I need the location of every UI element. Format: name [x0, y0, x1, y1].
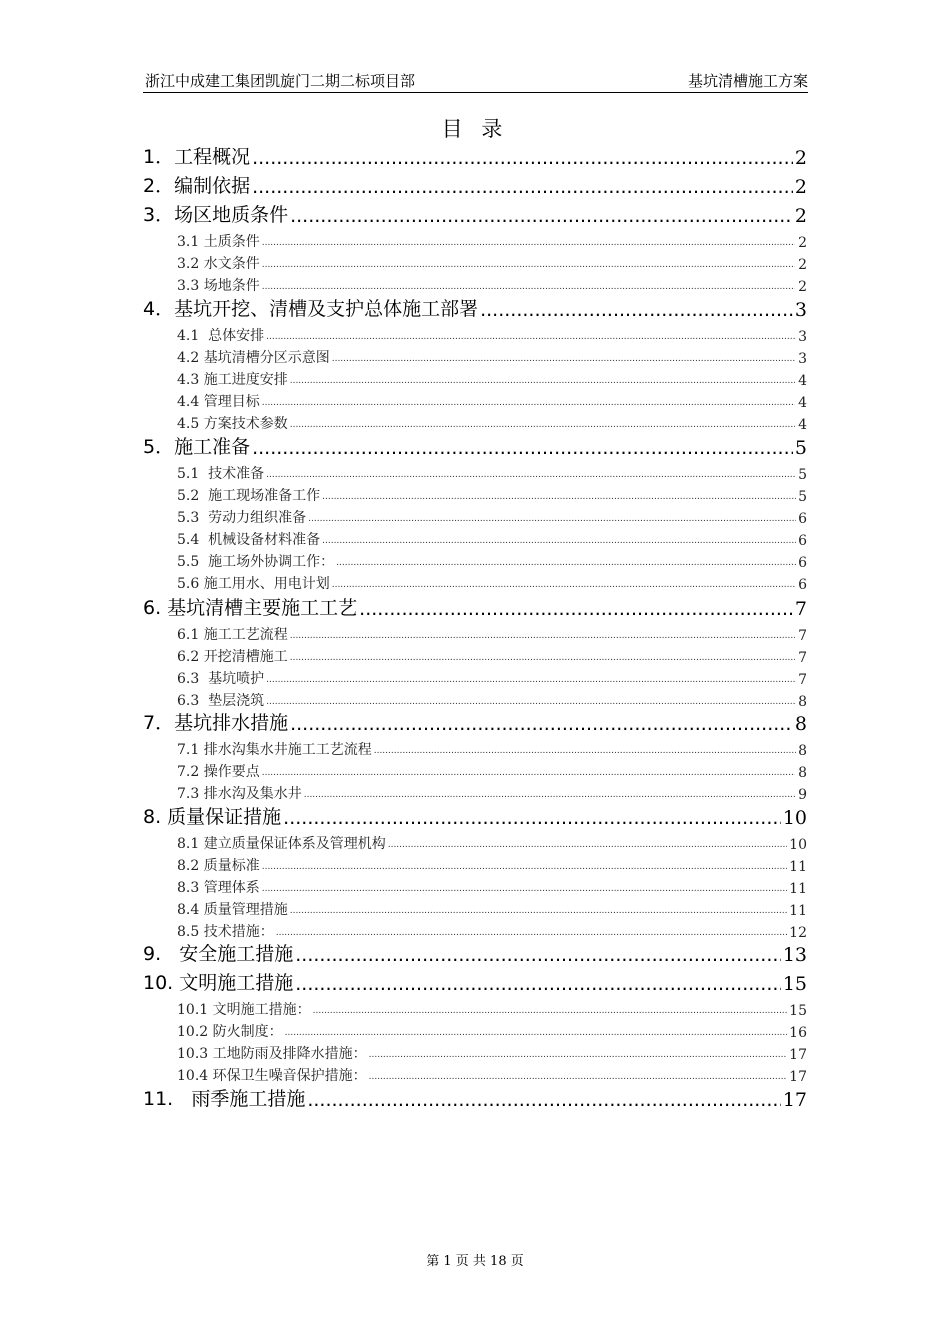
toc-chapter-entry[interactable]	[143, 433, 807, 459]
toc-entry-label: 10.3 工地防雨及排降水措施：	[177, 1046, 367, 1062]
toc-entry-label: 1．工程概况	[143, 146, 251, 168]
toc-dot-leader	[290, 420, 796, 430]
toc-section-entry[interactable]	[177, 1043, 807, 1063]
page-footer: 第 1 页 共 18 页	[426, 1254, 524, 1269]
toc-section-entry[interactable]	[177, 1065, 807, 1085]
toc-dot-leader	[374, 746, 796, 756]
toc-page-number: 17	[789, 1047, 807, 1063]
toc-entry-label: 8.5 技术措施：	[177, 924, 274, 940]
toc-chapter-entry[interactable]	[143, 295, 807, 321]
toc-dot-leader	[322, 492, 796, 502]
toc-page-number: 11	[789, 881, 807, 897]
toc-page-number: 2	[798, 257, 807, 273]
toc-entry-label: 3.2 水文条件	[177, 256, 260, 272]
toc-dot-leader	[266, 697, 795, 707]
toc-section-entry[interactable]	[177, 855, 807, 875]
toc-page-number: 17	[789, 1069, 807, 1085]
toc-entry-label: 4.2 基坑清槽分区示意图	[177, 350, 330, 366]
toc-page-number: 13	[782, 944, 807, 966]
toc-chapter-entry[interactable]	[143, 172, 807, 198]
toc-chapter-entry[interactable]	[143, 969, 807, 995]
toc-entry-label: 8.4 质量管理措施	[177, 902, 288, 918]
toc-page-number: 12	[789, 925, 807, 941]
toc-entry-label: 3.1 土质条件	[177, 234, 260, 250]
toc-dot-leader	[322, 536, 796, 546]
toc-dot-leader	[283, 807, 781, 829]
toc-section-entry[interactable]	[177, 507, 807, 527]
toc-page-number: 6	[798, 555, 807, 571]
header-document-title: 基坑清槽施工方案	[687, 72, 808, 90]
toc-entry-label: 5．施工准备	[143, 436, 251, 458]
toc-page-number: 7	[798, 650, 807, 666]
toc-dot-leader	[304, 790, 796, 800]
toc-dot-leader	[308, 514, 796, 524]
toc-page-number: 5	[798, 489, 807, 505]
toc-entry-label: 10. 文明施工措施	[143, 972, 294, 994]
toc-dot-leader	[262, 398, 795, 408]
toc-entry-label: 4.3 施工进度安排	[177, 372, 288, 388]
toc-dot-leader	[369, 1072, 788, 1082]
toc-dot-leader	[307, 1089, 780, 1111]
toc-page-number: 4	[798, 373, 807, 389]
toc-page-number: 2	[794, 205, 807, 227]
toc-section-entry[interactable]	[177, 921, 807, 941]
toc-dot-leader	[262, 238, 795, 248]
toc-dot-leader	[266, 675, 795, 685]
header-project-name: 浙江中成建工集团凯旋门二期二标项目部	[145, 72, 416, 90]
toc-section-entry[interactable]	[177, 739, 807, 759]
toc-dot-leader	[266, 332, 795, 342]
toc-dot-leader	[359, 598, 793, 620]
toc-page-number: 15	[789, 1003, 807, 1019]
toc-page-number: 2	[794, 176, 807, 198]
toc-page-number: 15	[782, 973, 807, 995]
toc-section-entry[interactable]	[177, 231, 807, 251]
toc-chapter-entry[interactable]	[143, 803, 807, 829]
toc-chapter-entry[interactable]	[143, 709, 807, 735]
toc-section-entry[interactable]	[177, 253, 807, 273]
toc-entry-label: 6. 基坑清槽主要施工工艺	[143, 597, 358, 619]
toc-dot-leader	[332, 354, 796, 364]
toc-entry-label: 10.1 文明施工措施：	[177, 1002, 311, 1018]
toc-section-entry[interactable]	[177, 690, 807, 710]
toc-dot-leader	[262, 768, 795, 778]
toc-entry-label: 5.1 技术准备	[177, 466, 265, 482]
toc-section-entry[interactable]	[177, 833, 807, 853]
toc-entry-label: 5.5 施工场外协调工作：	[177, 554, 335, 570]
toc-dot-leader	[388, 840, 787, 850]
toc-section-entry[interactable]	[177, 646, 807, 666]
toc-section-entry[interactable]	[177, 485, 807, 505]
toc-entry-label: 7．基坑排水措施	[143, 712, 289, 734]
toc-chapter-entry[interactable]	[143, 201, 807, 227]
toc-entry-label: 6.3 垫层浇筑	[177, 693, 265, 709]
toc-title: 目 录	[441, 117, 509, 141]
toc-page-number: 7	[798, 628, 807, 644]
toc-dot-leader	[290, 906, 787, 916]
toc-section-entry[interactable]	[177, 1021, 807, 1041]
toc-entry-label: 6.2 开挖清槽施工	[177, 649, 288, 665]
toc-entry-label: 3．场区地质条件	[143, 204, 289, 226]
toc-page-number: 2	[798, 235, 807, 251]
toc-section-entry[interactable]	[177, 391, 807, 411]
toc-dot-leader	[276, 928, 787, 938]
toc-entry-label: 7.3 排水沟及集水井	[177, 786, 302, 802]
toc-page-number: 9	[798, 787, 807, 803]
toc-entry-label: 8. 质量保证措施	[143, 806, 282, 828]
toc-section-entry[interactable]	[177, 761, 807, 781]
toc-section-entry[interactable]	[177, 275, 807, 295]
toc-entry-label: 4．基坑开挖、清槽及支护总体施工部署	[143, 298, 479, 320]
toc-section-entry[interactable]	[177, 529, 807, 549]
toc-section-entry[interactable]	[177, 463, 807, 483]
toc-page-number: 8	[798, 765, 807, 781]
toc-section-entry[interactable]	[177, 668, 807, 688]
toc-dot-leader	[313, 1006, 788, 1016]
toc-entry-label: 2．编制依据	[143, 175, 251, 197]
toc-dot-leader	[369, 1050, 788, 1060]
toc-entry-label: 3.3 场地条件	[177, 278, 260, 294]
toc-section-entry[interactable]	[177, 999, 807, 1019]
toc-page-number: 11	[789, 859, 807, 875]
toc-entry-label: 7.1 排水沟集水井施工工艺流程	[177, 742, 372, 758]
toc-chapter-entry[interactable]	[143, 940, 807, 966]
toc-entry-label: 6.1 施工工艺流程	[177, 627, 288, 643]
toc-entry-label: 7.2 操作要点	[177, 764, 260, 780]
toc-page-number: 6	[798, 533, 807, 549]
toc-page-number: 3	[798, 351, 807, 367]
toc-entry-label: 4.1 总体安排	[177, 328, 265, 344]
toc-dot-leader	[290, 631, 796, 641]
toc-dot-leader	[332, 580, 796, 590]
toc-dot-leader	[262, 282, 795, 292]
toc-page-number: 8	[798, 743, 807, 759]
toc-dot-leader	[262, 862, 787, 872]
toc-section-entry[interactable]	[177, 325, 807, 345]
toc-section-entry[interactable]	[177, 877, 807, 897]
toc-dot-leader	[295, 973, 781, 995]
toc-page-number: 3	[794, 299, 807, 321]
toc-section-entry[interactable]	[177, 783, 807, 803]
toc-entry-label: 8.2 质量标准	[177, 858, 260, 874]
toc-entry-label: 5.4 机械设备材料准备	[177, 532, 321, 548]
toc-page-number: 4	[798, 395, 807, 411]
toc-dot-leader	[252, 437, 793, 459]
toc-page-number: 4	[798, 417, 807, 433]
toc-entry-label: 4.4 管理目标	[177, 394, 260, 410]
toc-page-number: 10	[789, 837, 807, 853]
toc-dot-leader	[262, 260, 795, 270]
toc-dot-leader	[252, 147, 793, 169]
toc-chapter-entry[interactable]	[143, 143, 807, 169]
toc-section-entry[interactable]	[177, 899, 807, 919]
toc-entry-label: 5.3 劳动力组织准备	[177, 510, 307, 526]
toc-section-entry[interactable]	[177, 551, 807, 571]
toc-dot-leader	[290, 205, 793, 227]
toc-entry-label: 8.3 管理体系	[177, 880, 260, 896]
toc-dot-leader	[252, 176, 793, 198]
toc-page-number: 5	[794, 437, 807, 459]
toc-entry-label: 10.2 防火制度：	[177, 1024, 283, 1040]
toc-page-number: 10	[782, 807, 807, 829]
toc-page-number: 2	[798, 279, 807, 295]
toc-page-number: 6	[798, 577, 807, 593]
toc-entry-label: 10.4 环保卫生噪音保护措施：	[177, 1068, 367, 1084]
toc-dot-leader	[285, 1028, 788, 1038]
toc-page-number: 2	[794, 147, 807, 169]
toc-entry-label: 5.6 施工用水、用电计划	[177, 576, 330, 592]
toc-entry-label: 4.5 方案技术参数	[177, 416, 288, 432]
toc-page-number: 7	[798, 672, 807, 688]
toc-entry-label: 5.2 施工现场准备工作	[177, 488, 321, 504]
toc-page-number: 7	[794, 598, 807, 620]
toc-chapter-entry[interactable]	[143, 594, 807, 620]
toc-section-entry[interactable]	[177, 369, 807, 389]
toc-dot-leader	[480, 299, 793, 321]
toc-section-entry[interactable]	[177, 347, 807, 367]
toc-page-number: 11	[789, 903, 807, 919]
toc-entry-label: 9. 安全施工措施	[143, 943, 294, 965]
toc-section-entry[interactable]	[177, 573, 807, 593]
toc-dot-leader	[290, 653, 796, 663]
toc-section-entry[interactable]	[177, 413, 807, 433]
toc-entry-label: 11. 雨季施工措施	[143, 1088, 306, 1110]
toc-page-number: 8	[794, 713, 807, 735]
toc-page-number: 6	[798, 511, 807, 527]
toc-entry-label: 8.1 建立质量保证体系及管理机构	[177, 836, 386, 852]
toc-page-number: 17	[782, 1089, 807, 1111]
toc-page-number: 8	[798, 694, 807, 710]
toc-page-number: 5	[798, 467, 807, 483]
toc-chapter-entry[interactable]	[143, 1085, 807, 1111]
toc-dot-leader	[295, 944, 781, 966]
toc-dot-leader	[290, 376, 796, 386]
toc-dot-leader	[266, 470, 795, 480]
toc-dot-leader	[290, 713, 793, 735]
toc-page-number: 16	[789, 1025, 807, 1041]
toc-entry-label: 6.3 基坑喷护	[177, 671, 265, 687]
toc-dot-leader	[336, 558, 796, 568]
toc-page-number: 3	[798, 329, 807, 345]
toc-section-entry[interactable]	[177, 624, 807, 644]
toc-dot-leader	[262, 884, 787, 894]
